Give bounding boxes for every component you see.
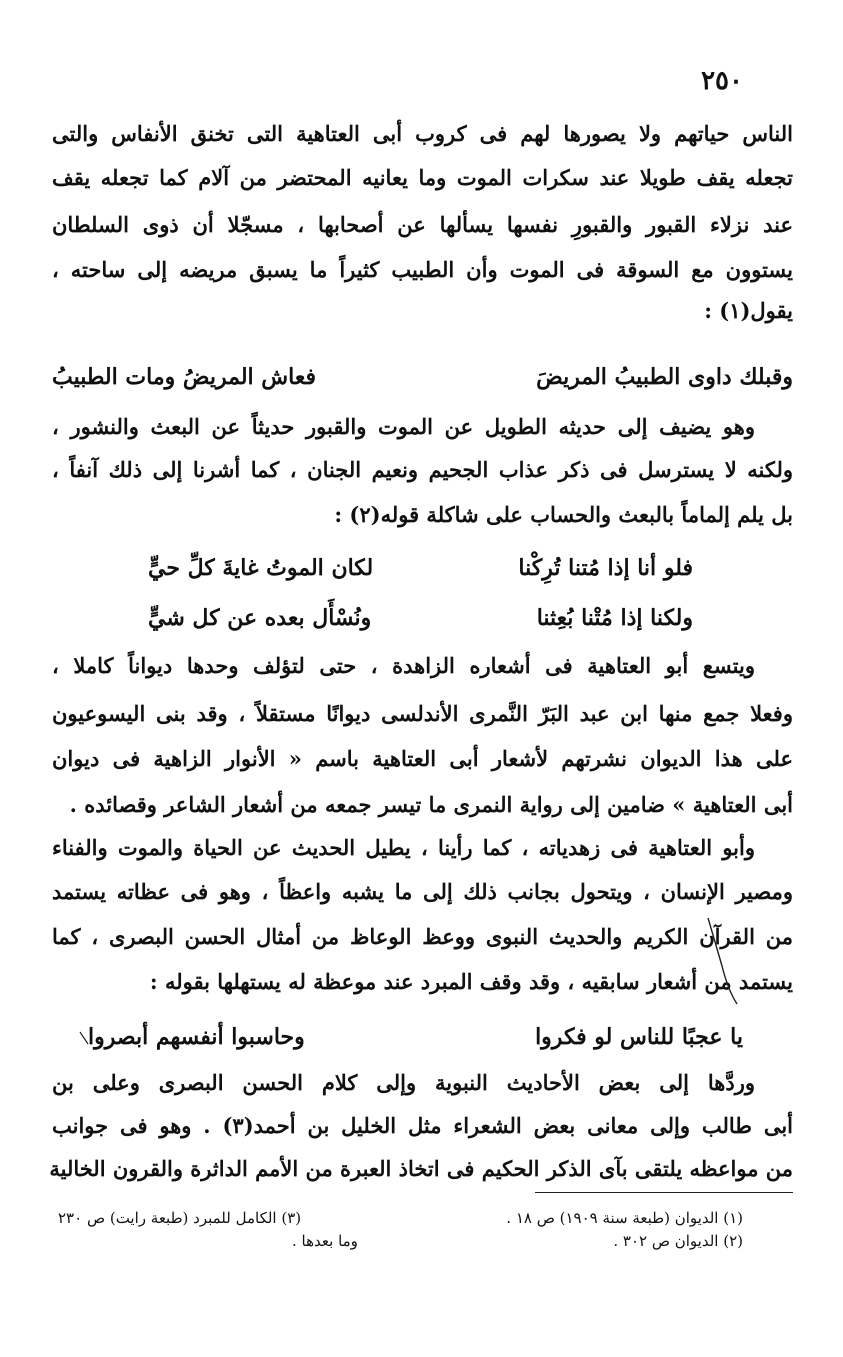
verse-hemistich-first: وقبلك داوى الطبيبُ المريضَ bbox=[536, 364, 793, 390]
text-line: ومصير الإنسان ، ويتحول بجانب ذلك إلى ما يشبه واعظاً ، وهو فى عظاته يستمد bbox=[52, 879, 793, 904]
text-line: على هذا الديوان نشرتهم لأشعار أبى العتاهية باسم « الأنوار الزاهية فى ديوان bbox=[52, 746, 793, 771]
footnote-divider bbox=[535, 1192, 793, 1193]
text-line: من القرآن الكريم والحديث النبوى ووعظ الوعاظ من أمثال الحسن البصرى ، كما bbox=[52, 924, 793, 949]
verse-hemistich-second: لكان الموتُ غايةَ كلِّ حيٍّ bbox=[148, 555, 374, 581]
footnote-2: (٢) الديوان ص ٣٠٢ . bbox=[613, 1232, 743, 1250]
text-line: أبى طالب وإلى معانى بعض الشعراء مثل الخليل بن أحمد(٣) . وهو فى جوانب bbox=[52, 1113, 793, 1138]
footnote-3-continuation: وما بعدها . bbox=[292, 1232, 358, 1250]
text-line: الناس حياتهم ولا يصورها لهم فى كروب أبى العتاهية التى تخنق الأنفاس والتى bbox=[52, 121, 793, 146]
verse-hemistich-first: ولكنا إذا مُتْنا بُعِثنا bbox=[536, 605, 693, 631]
text-line: بل يلم إلماماً بالبعث والحساب على شاكلة قوله(٢) : bbox=[334, 502, 793, 527]
verse-hemistich-second: وحاسبوا أنفسهم أبصروا bbox=[88, 1024, 305, 1050]
page-number: ٢٥٠ bbox=[701, 66, 743, 96]
text-line: وفعلا جمع منها ابن عبد البَرّ النَّمرى الأندلسى ديوانًا مستقلاً ، وقد بنى اليسوعيون bbox=[52, 701, 793, 726]
verse-hemistich-second: فعاش المريضُ ومات الطبيبُ bbox=[52, 364, 316, 390]
text-line: يستمد من أشعار سابقيه ، وقد وقف المبرد عند موعظة له يستهلها بقوله : bbox=[149, 969, 793, 994]
text-line: وردَّها إلى بعض الأحاديث النبوية وإلى كلام الحسن البصرى وعلى بن bbox=[52, 1070, 755, 1095]
text-line: تجعله يقف طويلا عند سكرات الموت وما يعانيه المحتضر من آلام كما تجعله يقف bbox=[52, 165, 793, 190]
verse-hemistich-first: يا عجبًا للناس لو فكروا bbox=[535, 1024, 743, 1050]
text-line: أبى العتاهية » ضامين إلى رواية النمرى ما تيسر جمعه من أشعار الشاعر وقصائده . bbox=[69, 792, 793, 817]
verse-hemistich-first: فلو أنا إذا مُتنا تُرِكْنا bbox=[518, 555, 693, 581]
text-line: ويتسع أبو العتاهية فى أشعاره الزاهدة ، حتى لتؤلف وحدها ديواناً كاملا ، bbox=[52, 653, 755, 678]
text-line: من مواعظه يلتقى بآى الذكر الحكيم فى اتخاذ العبرة من الأمم الداثرة والقرون الخالية bbox=[49, 1156, 793, 1181]
footnote-1: (١) الديوان (طبعة سنة ١٩٠٩) ص ١٨ . bbox=[506, 1209, 743, 1227]
text-line: يستوون مع السوقة فى الموت وأن الطبيب كثيراً ما يسبق مريضه إلى ساحته ، bbox=[52, 257, 793, 282]
text-line: يقول(١) : bbox=[704, 298, 793, 323]
text-line: ولكنه لا يسترسل فى ذكر عذاب الجحيم ونعيم الجنان ، كما أشرنا إلى ذلك آنفاً ، bbox=[52, 457, 793, 482]
text-line: وهو يضيف إلى حديثه الطويل عن الموت والقبور حديثاً عن البعث والنشور ، bbox=[52, 414, 755, 439]
verse-hemistich-second: ونُسْأَل بعده عن كل شيٍّ bbox=[148, 605, 372, 631]
text-line: عند نزلاء القبور والقبورِ نفسها يسألها عن أصحابها ، مسجّلا أن ذوى السلطان bbox=[52, 212, 793, 237]
footnote-3: (٣) الكامل للمبرد (طبعة رايت) ص ٢٣٠ bbox=[58, 1209, 302, 1227]
text-line: وأبو العتاهية فى زهدياته ، كما رأينا ، يطيل الحديث عن الحياة والموت والفناء bbox=[52, 835, 755, 860]
